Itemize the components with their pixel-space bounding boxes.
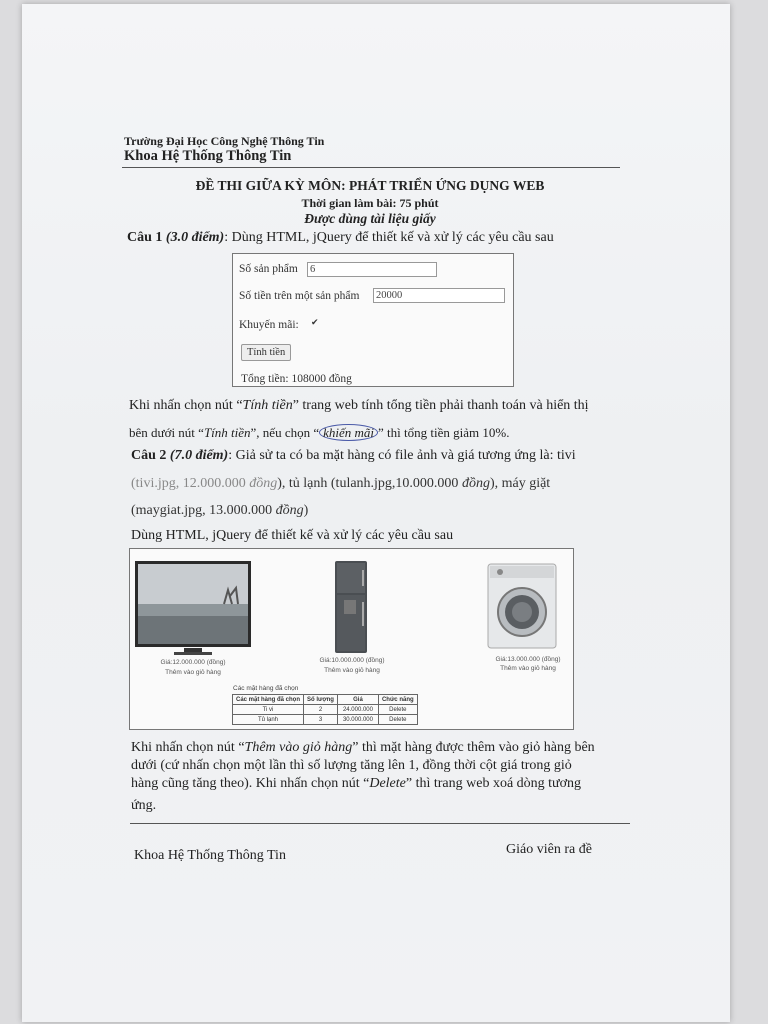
total-text: Tổng tiền: 108000 đồng <box>241 373 352 385</box>
q2-desc-line3 <box>131 776 581 792</box>
q2-line2-a: (tivi.jpg, 12.000.000 <box>131 476 250 491</box>
cart-cell-qty: 2 <box>304 705 338 715</box>
q2-line1: : Giả sử ta có ba mặt hàng có file ảnh và giá tương ứng là: tivi <box>228 448 576 463</box>
q1-desc1-c: ” trang web tính tổng tiền phải thanh toán và hiển thị <box>292 398 589 413</box>
tv-price: Giá:12.000.000 (đồng) <box>160 659 226 666</box>
cart-delete-button[interactable]: Delete <box>378 715 417 725</box>
cart-cell-price: 30.000.000 <box>337 715 378 725</box>
cart-caption: Các mặt hàng đã chọn <box>233 685 299 692</box>
cart-header-action: Chức năng <box>378 695 417 705</box>
footer-teacher: Giáo viên ra đề <box>506 842 592 857</box>
header-divider <box>122 167 620 168</box>
price-input[interactable]: 20000 <box>373 288 505 303</box>
q2-desc-line1 <box>131 740 595 756</box>
q2-desc-line4: ứng. <box>131 798 157 813</box>
q1-desc2-b: Tính tiền <box>203 425 251 440</box>
q1-heading <box>127 230 554 246</box>
q1-desc-line2 <box>129 425 509 441</box>
q2-desc-line2: dưới (cứ nhấn chọn một lần thì số lượng tăng lên 1, đồng thời cột giá trong giỏ <box>131 758 572 773</box>
promo-checkbox[interactable]: ✔ <box>311 318 319 328</box>
calc-button[interactable]: Tính tiền <box>241 344 291 361</box>
cart-header-price: Giá <box>337 695 378 705</box>
exam-materials: Được dùng tài liệu giấy <box>304 211 436 226</box>
faculty-name: Khoa Hệ Thống Thông Tin <box>124 148 292 164</box>
q1-desc2-c: ”, nếu chọn “ <box>250 425 320 440</box>
q1-desc1-a: Khi nhấn chọn nút “ <box>129 398 243 413</box>
q2-line3-b: đồng <box>275 503 304 518</box>
fridge-add-to-cart-button[interactable]: Thêm vào giỏ hàng <box>324 667 380 674</box>
q2-desc3-c: ” thì trang web xoá dòng tương <box>405 776 582 791</box>
fridge-image <box>334 560 368 654</box>
q2-line2-b: đồng <box>249 476 278 491</box>
q1-desc1-b: Tính tiền <box>242 398 293 413</box>
q2-desc1-a: Khi nhấn chọn nút “ <box>131 740 245 755</box>
q2-line3-c: ) <box>303 503 309 518</box>
exam-title: ĐỀ THI GIỮA KỲ MÔN: PHÁT TRIỂN ỨNG DỤNG WEB <box>195 178 545 193</box>
q2-line3-a: (maygiat.jpg, 13.000.000 <box>131 503 276 518</box>
cart-cell-price: 24.000.000 <box>337 705 378 715</box>
cart-header-name: Các mặt hàng đã chọn <box>233 695 304 705</box>
q2-label: Câu 2 <box>131 448 167 463</box>
washer-price: Giá:13.000.000 (đồng) <box>495 656 561 663</box>
promo-label: Khuyến mãi: <box>239 319 299 331</box>
cart-header-row <box>233 695 418 705</box>
q2-line2 <box>131 476 550 492</box>
cart-delete-button[interactable]: Delete <box>378 705 417 715</box>
tv-add-to-cart-button[interactable]: Thêm vào giỏ hàng <box>165 669 221 676</box>
q2-desc1-c: ” thì mặt hàng được thêm vào giỏ hàng bên <box>352 740 595 755</box>
qty-input[interactable]: 6 <box>307 262 437 277</box>
q1-desc2-e: ” thì tổng tiền giảm 10%. <box>378 425 510 440</box>
q2-line2-c: ), tủ lạnh (tulanh.jpg,10.000.000 <box>277 476 462 491</box>
qty-label: Số sản phẩm <box>239 263 298 275</box>
table-row <box>233 715 418 725</box>
university-name: Trường Đại Học Công Nghệ Thông Tin <box>124 134 325 148</box>
footer-faculty: Khoa Hệ Thống Thông Tin <box>134 848 286 863</box>
q2-line2-d: đồng <box>461 476 490 491</box>
washing-machine-image <box>486 562 558 650</box>
q1-desc2-a: bên dưới nút “ <box>129 425 204 440</box>
tv-image <box>134 560 252 656</box>
q2-heading <box>131 448 576 464</box>
q1-points: (3.0 điểm) <box>165 230 225 245</box>
cart-cell-qty: 3 <box>304 715 338 725</box>
cart-table <box>232 694 418 725</box>
q1-prompt: : Dùng HTML, jQuery để thiết kế và xử lý các yêu cầu sau <box>224 230 554 245</box>
cart-header-qty: Số lượng <box>304 695 338 705</box>
price-label: Số tiền trên một sản phẩm <box>239 290 360 302</box>
q1-desc2-d-circled: khiến mãi <box>319 424 378 441</box>
washer-add-to-cart-button[interactable]: Thêm vào giỏ hàng <box>500 665 556 672</box>
table-row <box>233 705 418 715</box>
q2-line2-e: ), máy giặt <box>489 476 551 491</box>
q2-line4: Dùng HTML, jQuery để thiết kế và xử lý các yêu cầu sau <box>131 528 454 543</box>
q2-line3 <box>131 503 308 519</box>
q2-points: (7.0 điểm) <box>169 448 229 463</box>
cart-cell-name: Tủ lạnh <box>233 715 304 725</box>
q2-desc1-b: Thêm vào giỏ hàng <box>244 740 353 755</box>
footer-divider <box>130 823 630 824</box>
q2-desc3-a: hàng cũng tăng theo). Khi nhấn chọn nút “ <box>131 776 370 791</box>
q1-label: Câu 1 <box>127 230 163 245</box>
fridge-price: Giá:10.000.000 (đồng) <box>319 657 385 664</box>
q1-desc-line1 <box>129 398 589 414</box>
q1-form-example <box>232 253 514 387</box>
q2-desc3-b: Delete <box>369 776 406 791</box>
cart-cell-name: Ti vi <box>233 705 304 715</box>
exam-duration: Thời gian làm bài: 75 phút <box>301 196 439 210</box>
